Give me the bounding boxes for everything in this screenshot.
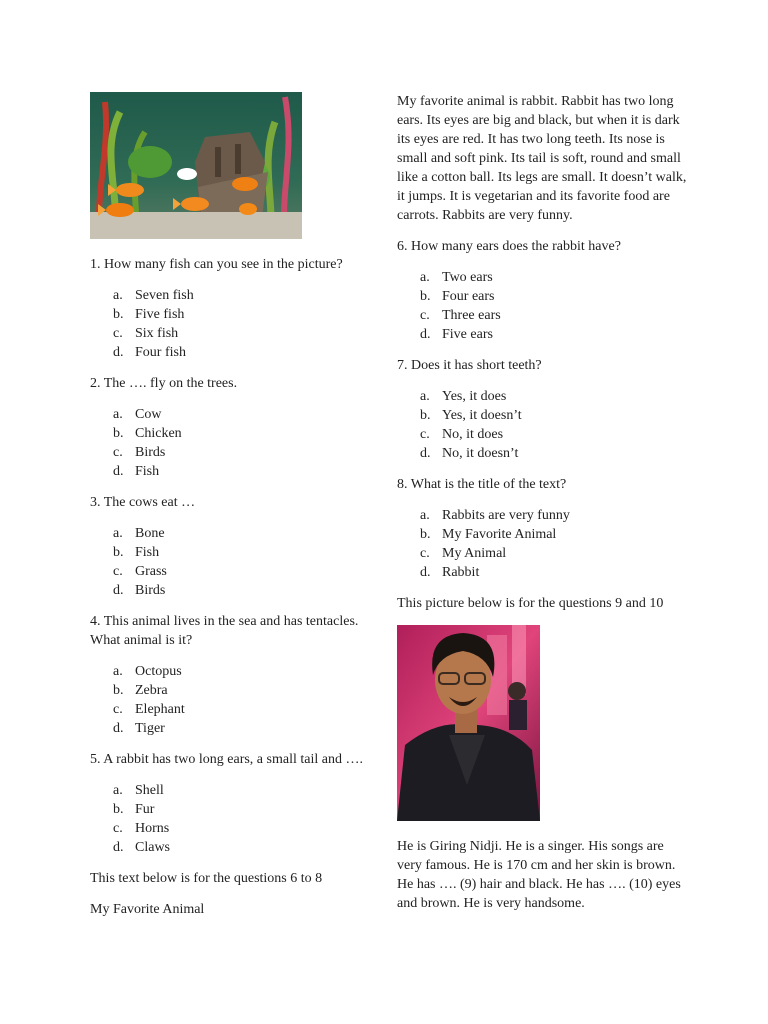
option[interactable]: a. Rabbits are very funny (420, 508, 570, 523)
option[interactable]: d. Claws (113, 840, 170, 855)
option[interactable]: a. Yes, it does (420, 389, 507, 404)
question-2-options (90, 405, 370, 481)
option[interactable]: c. Grass (113, 564, 167, 579)
singer-description: He is Giring Nidji. He is a singer. His songs are very famous. He is 170 cm and her skin is brown. He has …. (9) hair and black. He has …. (10) eyes and brown. He is very handsome. (397, 839, 681, 911)
option[interactable]: c. My Animal (420, 546, 507, 561)
option[interactable]: d. Tiger (113, 721, 165, 736)
question-4: 4. This animal lives in the sea and has tentacles. What animal is it? (90, 614, 359, 648)
question-8-options (397, 506, 687, 582)
option[interactable]: b. Four ears (420, 289, 495, 304)
option[interactable]: c. Three ears (420, 308, 501, 323)
option[interactable]: a. Seven fish (113, 288, 194, 303)
option[interactable]: c. Six fish (113, 326, 179, 341)
singer-portrait-illustration (397, 625, 540, 821)
question-4-options (90, 662, 370, 738)
intro-questions-6-8: This text below is for the questions 6 to 8 (90, 871, 323, 886)
question-5: 5. A rabbit has two long ears, a small tail and …. (90, 752, 363, 767)
option[interactable]: b. Fur (113, 802, 155, 817)
question-1: 1. How many fish can you see in the picture? (90, 257, 343, 272)
option[interactable]: b. Five fish (113, 307, 185, 322)
story-title: My Favorite Animal (90, 902, 205, 917)
question-7: 7. Does it has short teeth? (397, 358, 542, 373)
option[interactable]: d. Four fish (113, 345, 186, 360)
question-1-options (90, 286, 370, 362)
option[interactable]: b. Fish (113, 545, 160, 560)
option[interactable]: a. Octopus (113, 664, 182, 679)
option[interactable]: a. Cow (113, 407, 162, 422)
singer-photo (397, 625, 540, 821)
option[interactable]: c. Horns (113, 821, 170, 836)
option[interactable]: a. Bone (113, 526, 165, 541)
option[interactable]: d. Five ears (420, 327, 493, 342)
question-2: 2. The …. fly on the trees. (90, 376, 238, 391)
question-5-options (90, 781, 370, 857)
aquarium-illustration (90, 92, 302, 239)
option[interactable]: b. My Favorite Animal (420, 527, 557, 542)
question-8: 8. What is the title of the text? (397, 477, 567, 492)
left-column (90, 92, 370, 931)
option[interactable]: c. Elephant (113, 702, 185, 717)
story-text: My favorite animal is rabbit. Rabbit has two long ears. Its eyes are big and black, but when it is dark its eyes are red. It has two long teeth. Its nose is small and soft pink. Its tail is soft, round and small like a cotton ball. Its legs are small. It doesn’t walk, it jumps. It is vegetarian and its favorite food are carrots. Rabbits are very funny. (397, 94, 687, 223)
option[interactable]: d. Rabbit (420, 565, 480, 580)
option[interactable]: d. Fish (113, 464, 160, 479)
option[interactable]: a. Shell (113, 783, 164, 798)
option[interactable]: b. Chicken (113, 426, 182, 441)
aquarium-picture (90, 92, 302, 239)
question-3-options (90, 524, 370, 600)
option[interactable]: d. No, it doesn’t (420, 446, 519, 461)
question-6-options (397, 268, 687, 344)
option[interactable]: c. Birds (113, 445, 166, 460)
option[interactable]: a. Two ears (420, 270, 493, 285)
option[interactable]: d. Birds (113, 583, 166, 598)
option[interactable]: b. Zebra (113, 683, 168, 698)
question-3: 3. The cows eat … (90, 495, 196, 510)
intro-questions-9-10: This picture below is for the questions 9 and 10 (397, 596, 664, 611)
option[interactable]: c. No, it does (420, 427, 504, 442)
question-7-options (397, 387, 687, 463)
option[interactable]: b. Yes, it doesn’t (420, 408, 522, 423)
question-6: 6. How many ears does the rabbit have? (397, 239, 621, 254)
right-column (397, 92, 687, 925)
